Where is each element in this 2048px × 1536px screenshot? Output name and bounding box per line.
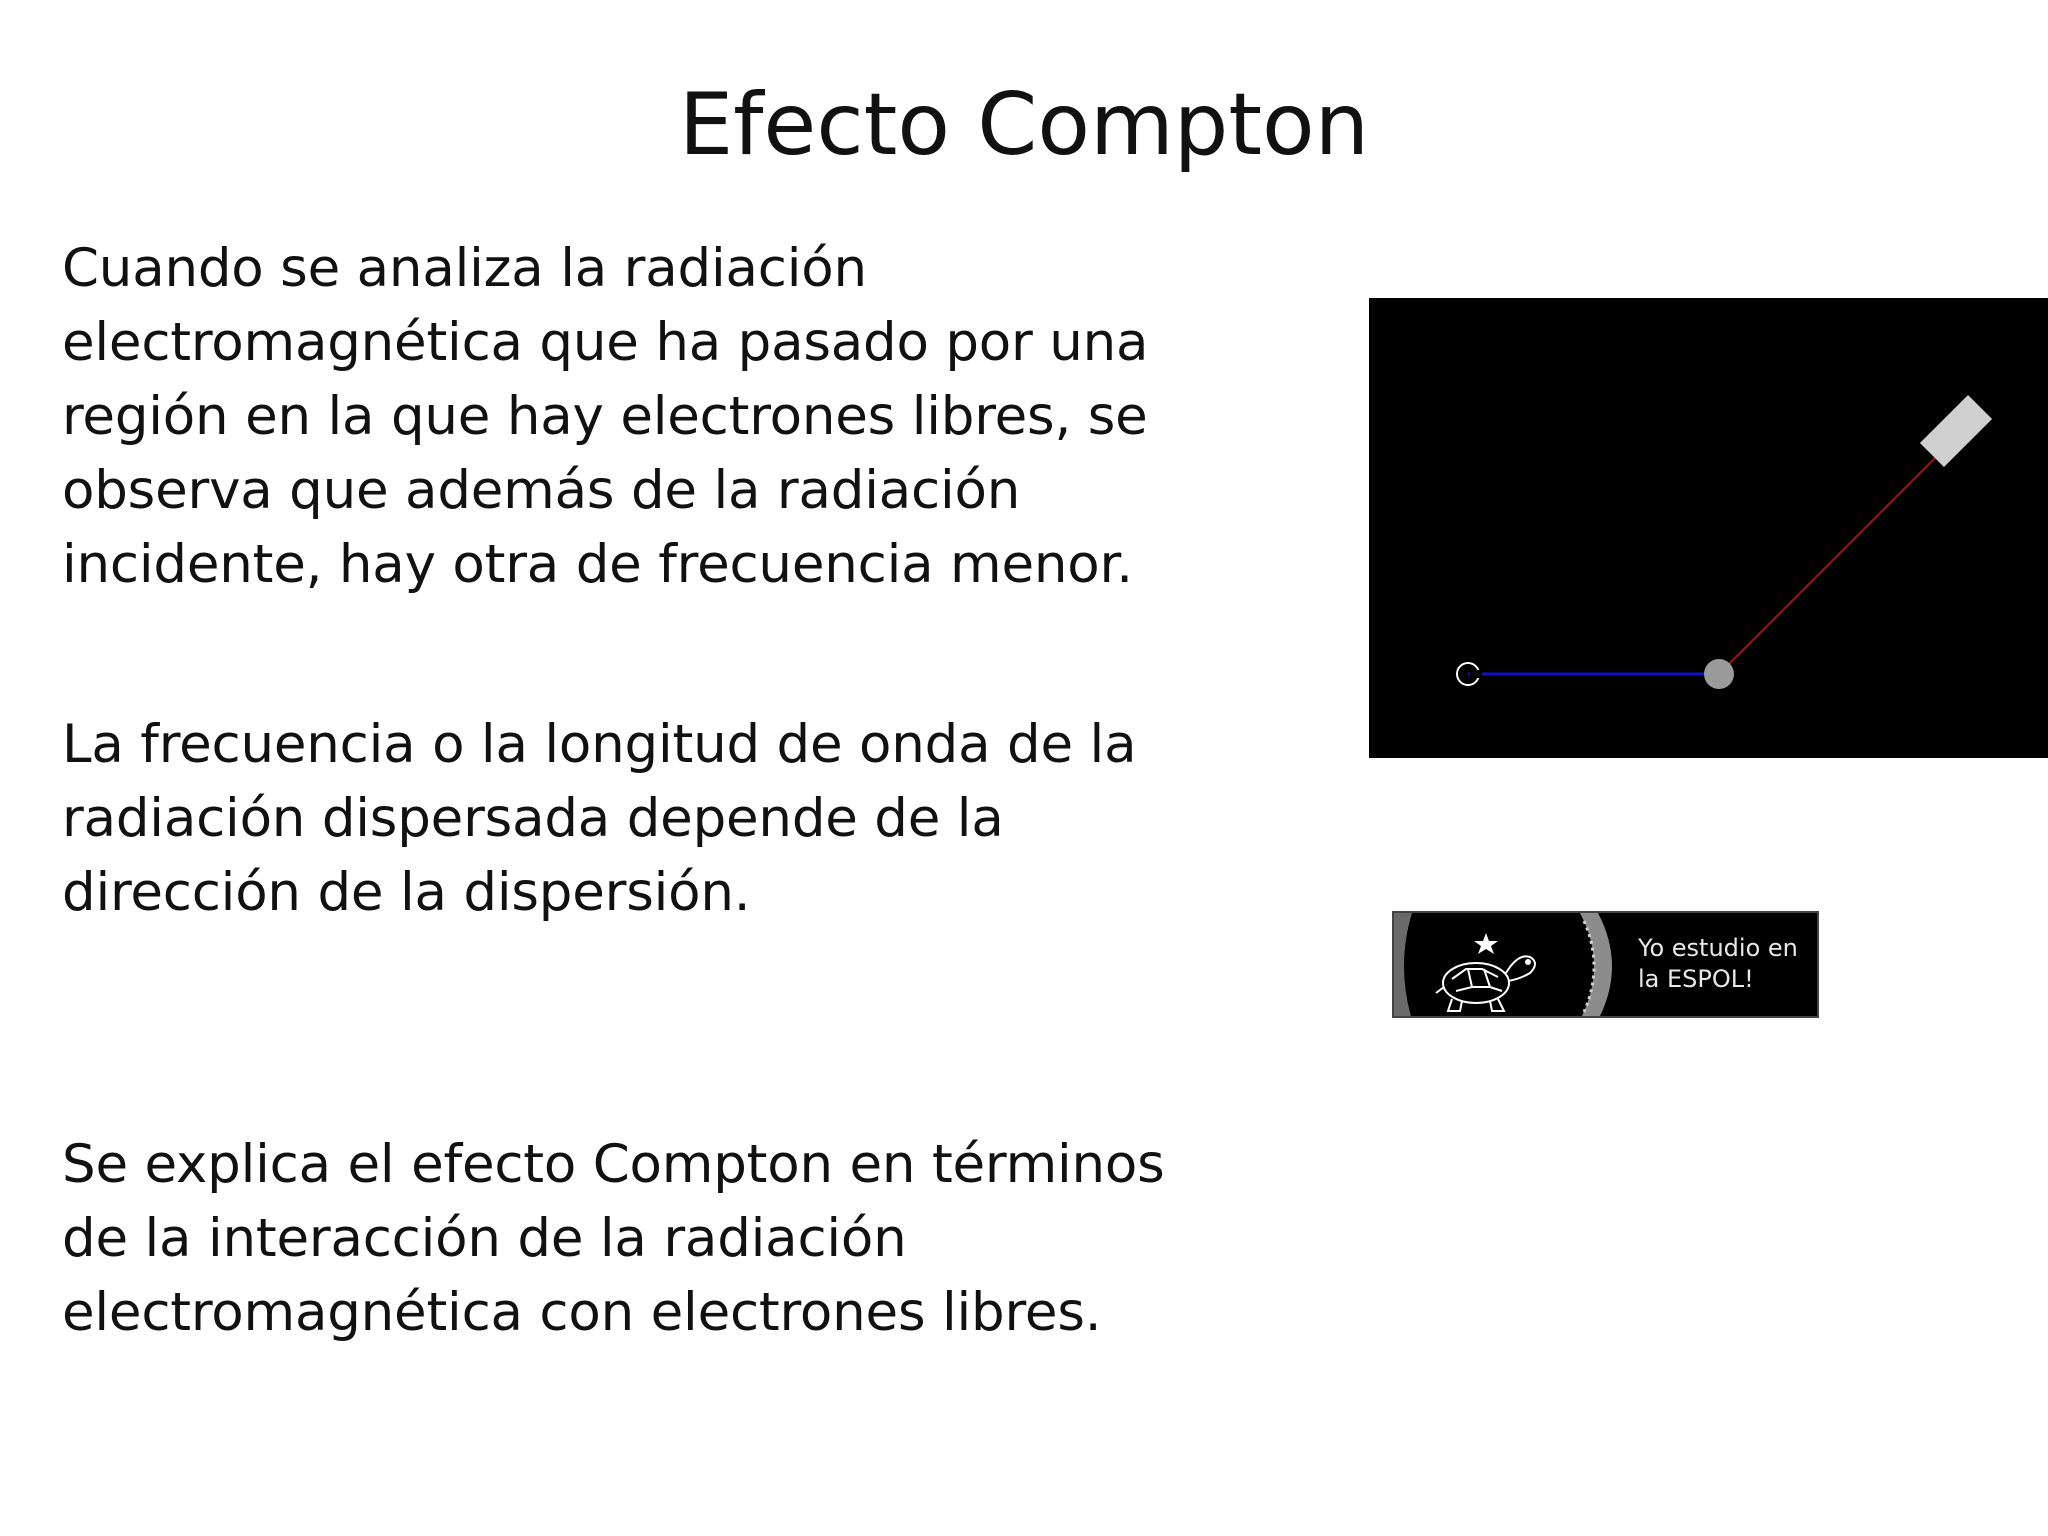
- paragraph-3: [62, 1128, 1302, 1350]
- paragraph-line: La frecuencia o la longitud de onda de la: [62, 714, 1137, 775]
- paragraph-line: electromagnética con electrones libres.: [62, 1282, 1102, 1343]
- paragraph-line: incidente, hay otra de frecuencia menor.: [62, 534, 1133, 595]
- paragraph-line: electromagnética que ha pasado por una: [62, 312, 1149, 373]
- paragraph-1: [62, 232, 1302, 602]
- badge-crescent: [1580, 913, 1612, 1018]
- paragraph-line: Cuando se analiza la radiación: [62, 238, 867, 299]
- detector-icon: [1920, 395, 1992, 467]
- paragraph-2: [62, 708, 1302, 930]
- compton-animation-graphic: [1369, 298, 2048, 758]
- badge-left-edge: [1394, 913, 1412, 1018]
- badge-text: [1638, 933, 1798, 995]
- badge-line-2: la ESPOL!: [1638, 965, 1754, 993]
- compton-animation: [1369, 298, 2048, 758]
- paragraph-line: región en la que hay electrones libres, se: [62, 386, 1148, 447]
- paragraph-line: Se explica el efecto Compton en términos: [62, 1134, 1165, 1195]
- paragraph-line: radiación dispersada depende de la: [62, 788, 1004, 849]
- source-gap: [1470, 670, 1482, 678]
- star-icon: [1474, 933, 1498, 954]
- electron-icon: [1704, 659, 1734, 689]
- scattered-ray: [1719, 438, 1955, 674]
- espol-badge: [1392, 911, 1819, 1018]
- slide-title: Efecto Compton: [678, 75, 1370, 175]
- badge-line-1: Yo estudio en: [1638, 934, 1798, 962]
- paragraph-line: observa que además de la radiación: [62, 460, 1021, 521]
- paragraph-line: dirección de la dispersión.: [62, 862, 751, 923]
- paragraph-line: de la interacción de la radiación: [62, 1208, 907, 1269]
- turtle-icon: [1436, 956, 1535, 1011]
